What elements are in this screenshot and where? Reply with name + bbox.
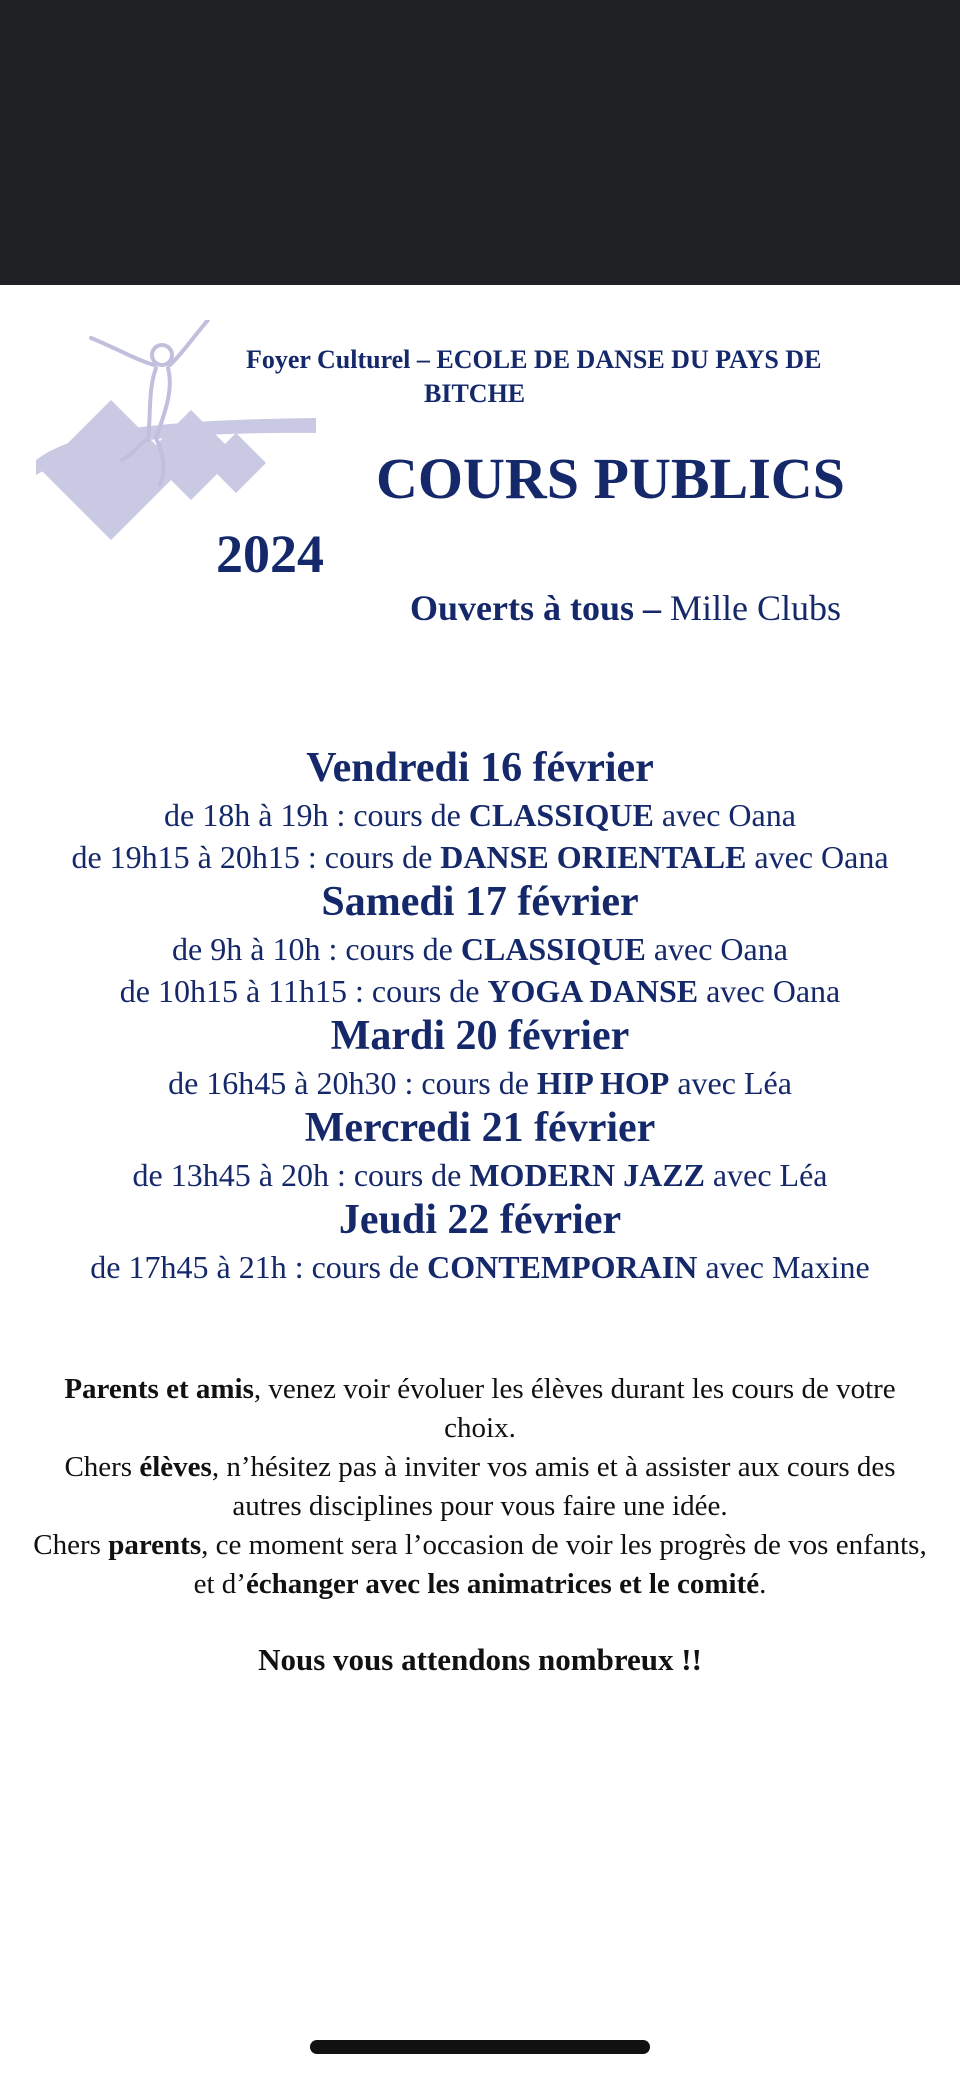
slot-course: CLASSIQUE	[460, 931, 646, 967]
message-paragraph-3	[30, 1526, 930, 1604]
course-slot	[0, 929, 960, 971]
slot-time: de 18h à 19h : cours de	[164, 797, 469, 833]
course-slot	[0, 1155, 960, 1197]
message-bold: Parents et amis	[64, 1373, 254, 1405]
slot-teacher: avec Maxine	[697, 1249, 870, 1285]
year-label: 2024	[216, 524, 324, 584]
slot-course: HIP HOP	[536, 1065, 670, 1101]
subtitle	[410, 587, 841, 629]
slot-time: de 13h45 à 20h : cours de	[132, 1157, 470, 1193]
day-heading: Vendredi 16 février	[306, 745, 654, 791]
message-bold: élèves	[139, 1451, 212, 1483]
org-name-line1: Foyer Culturel – ECOLE DE DANSE DU PAYS DE	[246, 345, 822, 374]
subtitle-location: Mille Clubs	[661, 588, 842, 628]
slot-teacher: avec Oana	[746, 839, 889, 875]
slot-course: CONTEMPORAIN	[427, 1249, 698, 1285]
invitation-message	[30, 1370, 930, 1604]
org-name-line2: BITCHE	[424, 379, 526, 408]
message-text: .	[759, 1568, 767, 1600]
home-indicator[interactable]	[310, 2040, 650, 2054]
course-slot	[0, 1063, 960, 1105]
slot-time: de 10h15 à 11h15 : cours de	[119, 973, 488, 1009]
slot-teacher: avec Léa	[669, 1065, 792, 1101]
day-heading: Mercredi 21 février	[304, 1105, 656, 1151]
page-title: COURS PUBLICS	[376, 446, 845, 511]
message-text: Chers	[33, 1529, 109, 1561]
course-slot	[0, 1247, 960, 1289]
slot-teacher: avec Oana	[698, 973, 841, 1009]
message-paragraph-1	[30, 1370, 930, 1448]
top-dark-bar	[0, 0, 960, 285]
day-heading: Mardi 20 février	[330, 1013, 630, 1059]
message-text: , venez voir évoluer les élèves durant les cours de votre choix.	[253, 1373, 896, 1444]
slot-course: DANSE ORIENTALE	[440, 839, 747, 875]
slot-time: de 16h45 à 20h30 : cours de	[168, 1065, 537, 1101]
closing-line: Nous vous attendons nombreux !!	[258, 1642, 702, 1677]
subtitle-bold: Ouverts à tous –	[410, 588, 661, 628]
document-page	[0, 285, 960, 2079]
slot-teacher: avec Oana	[645, 931, 788, 967]
message-text: , ce moment sera l’occasion de voir les progrès de vos enfants, et d’	[193, 1529, 927, 1600]
message-paragraph-2	[30, 1448, 930, 1526]
message-text: , n’hésitez pas à inviter vos amis et à assister aux cours des autres disciplines pour vous faire une idée.	[211, 1451, 896, 1522]
day-heading: Jeudi 22 février	[338, 1197, 622, 1243]
schedule	[0, 745, 960, 1289]
slot-time: de 17h45 à 21h : cours de	[90, 1249, 428, 1285]
slot-time: de 9h à 10h : cours de	[172, 931, 461, 967]
slot-time: de 19h15 à 20h15 : cours de	[71, 839, 441, 875]
slot-course: MODERN JAZZ	[469, 1157, 705, 1193]
message-bold: parents	[108, 1529, 202, 1561]
course-slot	[0, 971, 960, 1013]
message-bold: échanger avec les animatrices et le comité	[245, 1568, 760, 1600]
message-text: Chers	[64, 1451, 140, 1483]
slot-teacher: avec Oana	[653, 797, 796, 833]
course-slot	[0, 795, 960, 837]
slot-course: YOGA DANSE	[487, 973, 699, 1009]
day-heading: Samedi 17 février	[321, 879, 639, 925]
slot-teacher: avec Léa	[704, 1157, 828, 1193]
slot-course: CLASSIQUE	[468, 797, 654, 833]
course-slot	[0, 837, 960, 879]
